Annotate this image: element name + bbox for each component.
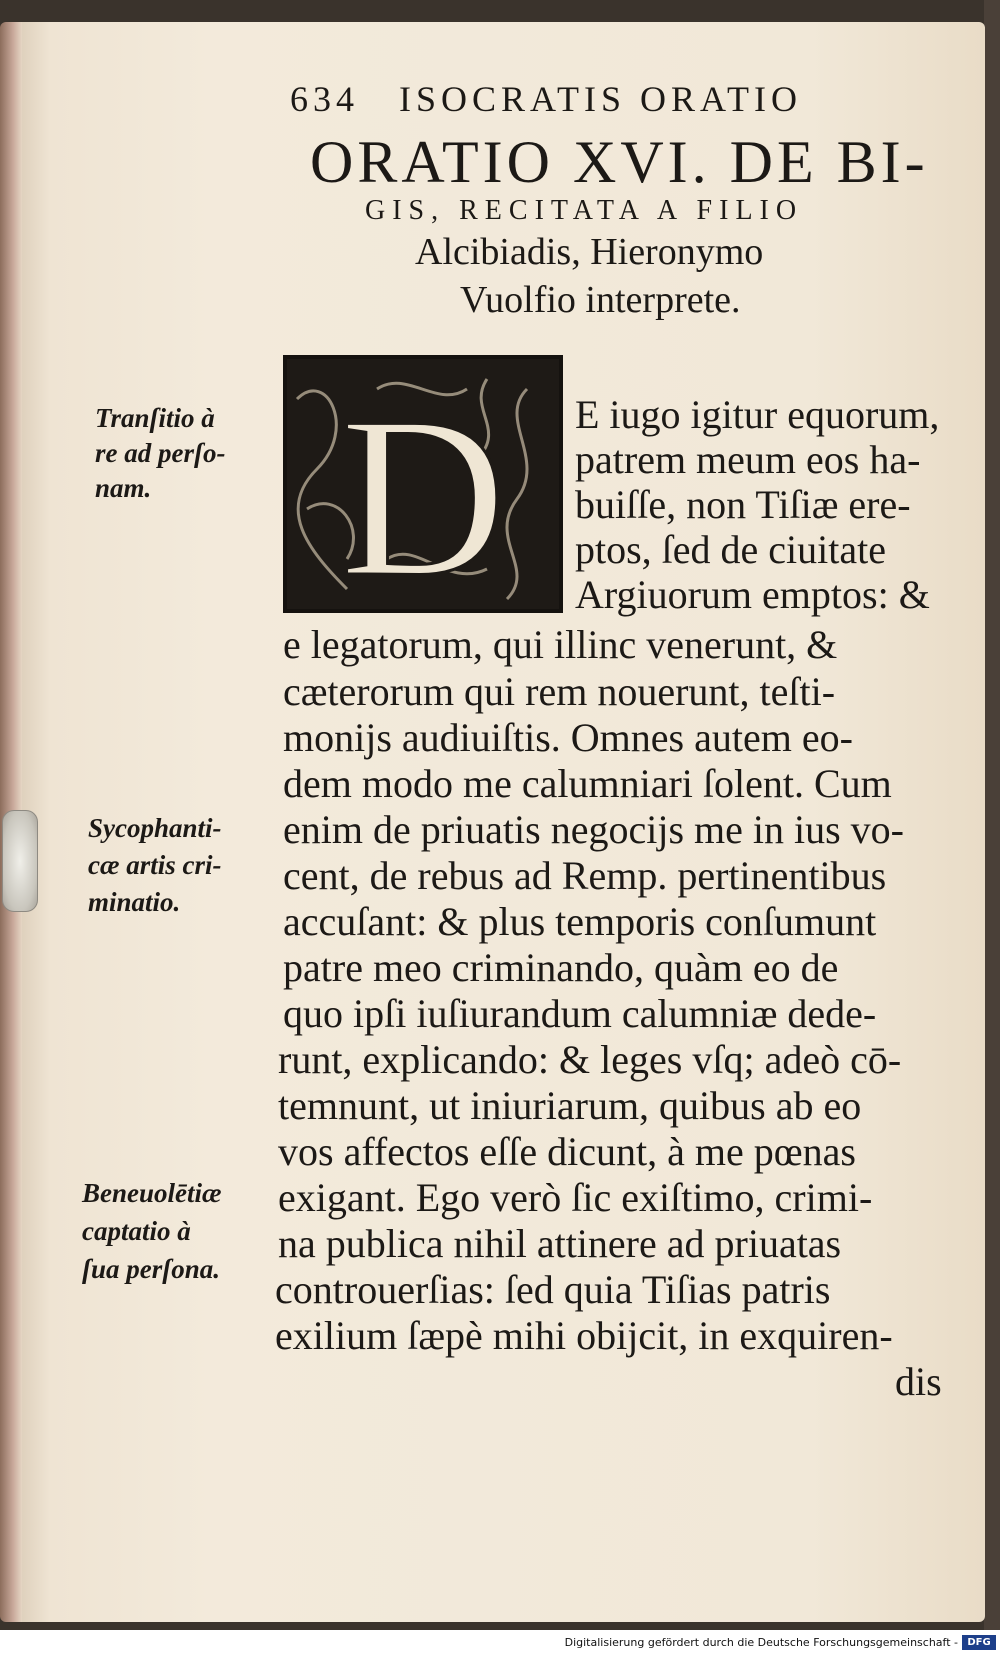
body-line: ptos, ſed de ciuitate — [575, 527, 887, 572]
oration-title-line-3: Alcibiadis, Hieronymo — [415, 231, 764, 273]
margin-note-line: Sycophanti- — [88, 813, 222, 843]
page-number: 634 — [290, 79, 359, 119]
running-title: ISOCRATIS ORATIO — [399, 79, 803, 119]
body-line: patre meo criminando, quàm eo de — [283, 945, 839, 990]
body-line: e legatorum, qui illinc venerunt, & — [283, 622, 838, 667]
running-header — [290, 78, 890, 120]
body-line: cæterorum qui rem nouerunt, teſti- — [283, 669, 836, 714]
body-line: Argiuorum emptos: & — [575, 572, 930, 617]
body-line: accuſant: & plus temporis conſumunt — [283, 899, 877, 944]
margin-note-line: cæ artis cri- — [88, 850, 222, 880]
body-line: enim de priuatis negocijs me in ius vo- — [283, 807, 904, 852]
body-line: na publica nihil attinere ad priuatas — [278, 1221, 842, 1266]
body-line: patrem meum eos ha- — [575, 437, 921, 482]
body-line: dem modo me calumniari ſolent. Cum — [283, 761, 892, 806]
margin-note-line: Tranſitio à — [95, 403, 215, 433]
body-line: controuerſias: ſed quia Tiſias patris — [275, 1267, 831, 1312]
body-line: cent, de rebus ad Remp. pertinentibus — [283, 853, 887, 898]
body-line: monijs audiuiſtis. Omnes autem eo- — [283, 715, 853, 760]
catchword: dis — [895, 1359, 942, 1404]
decorated-initial — [283, 355, 563, 613]
margin-note-line: nam. — [95, 473, 152, 503]
oration-title-line-2: GIS, RECITATA A FILIO — [365, 195, 804, 226]
initial-letter: D — [339, 369, 507, 609]
body-line: exilium ſæpè mihi obijcit, in exquiren- — [275, 1313, 893, 1358]
oration-title-line-1: ORATIO XVI. DE BI- — [310, 129, 929, 195]
body-line: buiſſe, non Tiſiæ ere- — [575, 482, 911, 527]
body-line: runt, explicando: & leges vſq; adeò cō- — [278, 1037, 902, 1082]
dfg-logo: DFG — [962, 1635, 996, 1650]
body-line: E iugo igitur equorum, — [575, 392, 940, 437]
body-line: quo ipſi iuſiurandum calumniæ dede- — [283, 991, 877, 1036]
digitization-footer — [0, 1630, 1000, 1655]
book-right-edge — [984, 0, 1000, 1630]
margin-note-line: re ad perſo- — [95, 438, 226, 468]
margin-note-line: minatio. — [88, 887, 181, 917]
body-line: temnunt, ut iniuriarum, quibus ab eo — [278, 1083, 862, 1128]
clasp-clip — [2, 810, 38, 912]
funding-credit: Digitalisierung gefördert durch die Deutsche Forschungsgemeinschaft - — [564, 1636, 958, 1649]
margin-note-line: captatio à — [82, 1216, 191, 1246]
margin-note-line: Beneuolētiæ — [82, 1178, 222, 1208]
body-line: exigant. Ego verò ſic exiſtimo, crimi- — [278, 1175, 873, 1220]
body-line: vos affectos eſſe dicunt, à me pœnas — [278, 1129, 856, 1174]
margin-note-line: ſua perſona. — [82, 1254, 221, 1284]
oration-title-line-4: Vuolfio interprete. — [460, 279, 741, 321]
